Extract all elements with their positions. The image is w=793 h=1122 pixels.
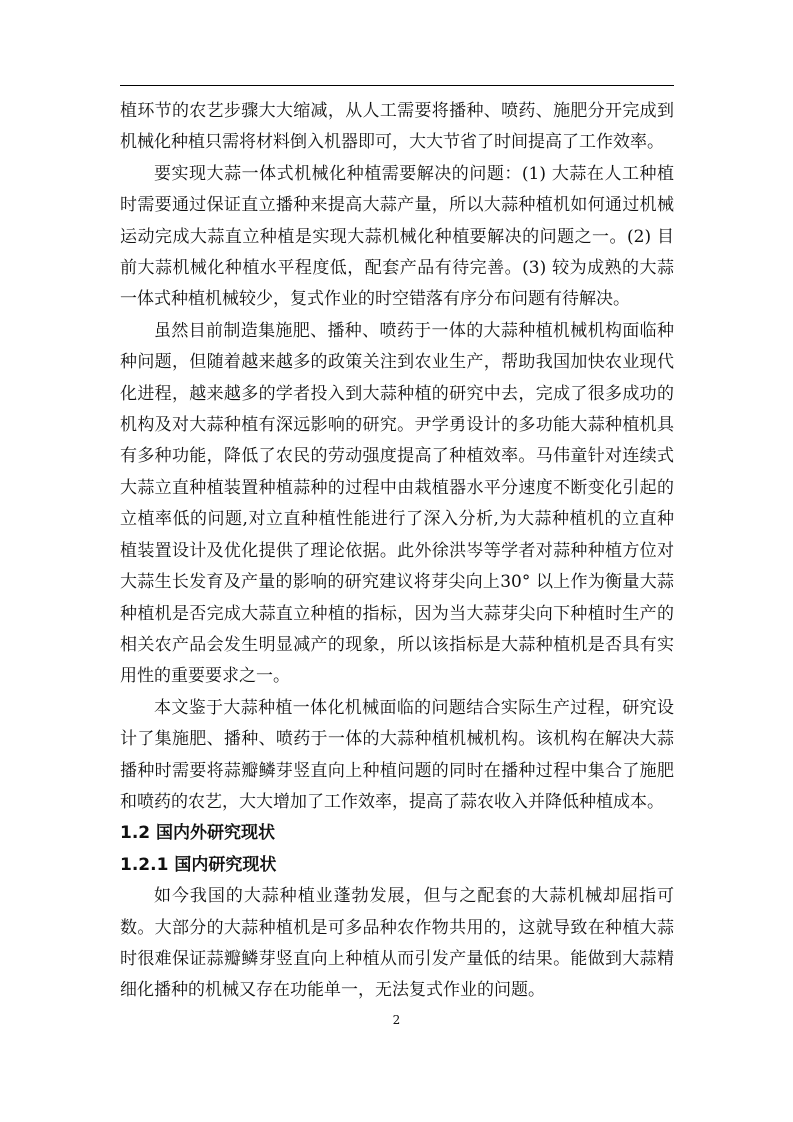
- body-paragraph: 植环节的农艺步骤大大缩减，从人工需要将播种、喷药、施肥分开完成到机械化种植只需将材料倒入机器即可，大大节省了时间提高了工作效率。: [120, 101, 674, 153]
- page-number: 2: [392, 1013, 401, 1027]
- header-rule: [120, 85, 674, 86]
- section-heading: 1.2 国内外研究现状: [120, 823, 276, 844]
- body-paragraph: 虽然目前制造集施肥、播种、喷药于一体的大蒜种植机械机构面临种种问题，但随着越来越多的政策关注到农业生产，帮助我国加快农业现代化进程，越来越多的学者投入到大蒜种植的研究中去，完成了很多成功的机构及对大蒜种植有深远影响的研究。尹学勇设计的多功能大蒜种植机具有多种功能，降低了农民的劳动强度提高了种植效率。马伟童针对连续式大蒜立直种植装置种植蒜种的过程中由栽植器水平分速度不断变化引起的立植率低的问题,对立直种植性能进行了深入分析,为大蒜种植机的立直种植装置设计及优化提供了理论依据。此外徐洪岑等学者对蒜种种植方位对大蒜生长发育及产量的影响的研究建议将芽尖向上30° 以上作为衡量大蒜种植机是否完成大蒜直立种植的指标，因为当大蒜芽尖向下种植时生产的相关农产品会发生明显减产的现象，所以该指标是大蒜种植机是否具有实用性的重要要求之一。: [120, 320, 674, 687]
- subsection-heading: 1.2.1 国内研究现状: [120, 854, 277, 875]
- page-body: [120, 96, 674, 1007]
- body-paragraph: 本文鉴于大蒜种植一体化机械面临的问题结合实际生产过程，研究设计了集施肥、播种、喷药于一体的大蒜种植机械机构。该机构在解决大蒜播种时需要将蒜瓣鳞芽竖直向上种植问题的同时在播种过程中集合了施肥和喷药的农艺，大大增加了工作效率，提高了蒜农收入并降低种植成本。: [120, 697, 674, 812]
- body-paragraph: 要实现大蒜一体式机械化种植需要解决的问题：(1) 大蒜在人工种植时需要通过保证直立播种来提高大蒜产量，所以大蒜种植机如何通过机械运动完成大蒜直立种植是实现大蒜机械化种植要解决的问题之一。(2) 目前大蒜机械化种植水平程度低，配套产品有待完善。(3) 较为成熟的大蒜一体式种植机械较少，复式作业的时空错落有序分布问题有待解决。: [120, 163, 674, 310]
- body-paragraph: 如今我国的大蒜种植业蓬勃发展，但与之配套的大蒜机械却屈指可数。大部分的大蒜种植机是可多品种农作物共用的，这就导致在种植大蒜时很难保证蒜瓣鳞芽竖直向上种植从而引发产量低的结果。能做到大蒜精细化播种的机械又存在功能单一，无法复式作业的问题。: [120, 886, 674, 1001]
